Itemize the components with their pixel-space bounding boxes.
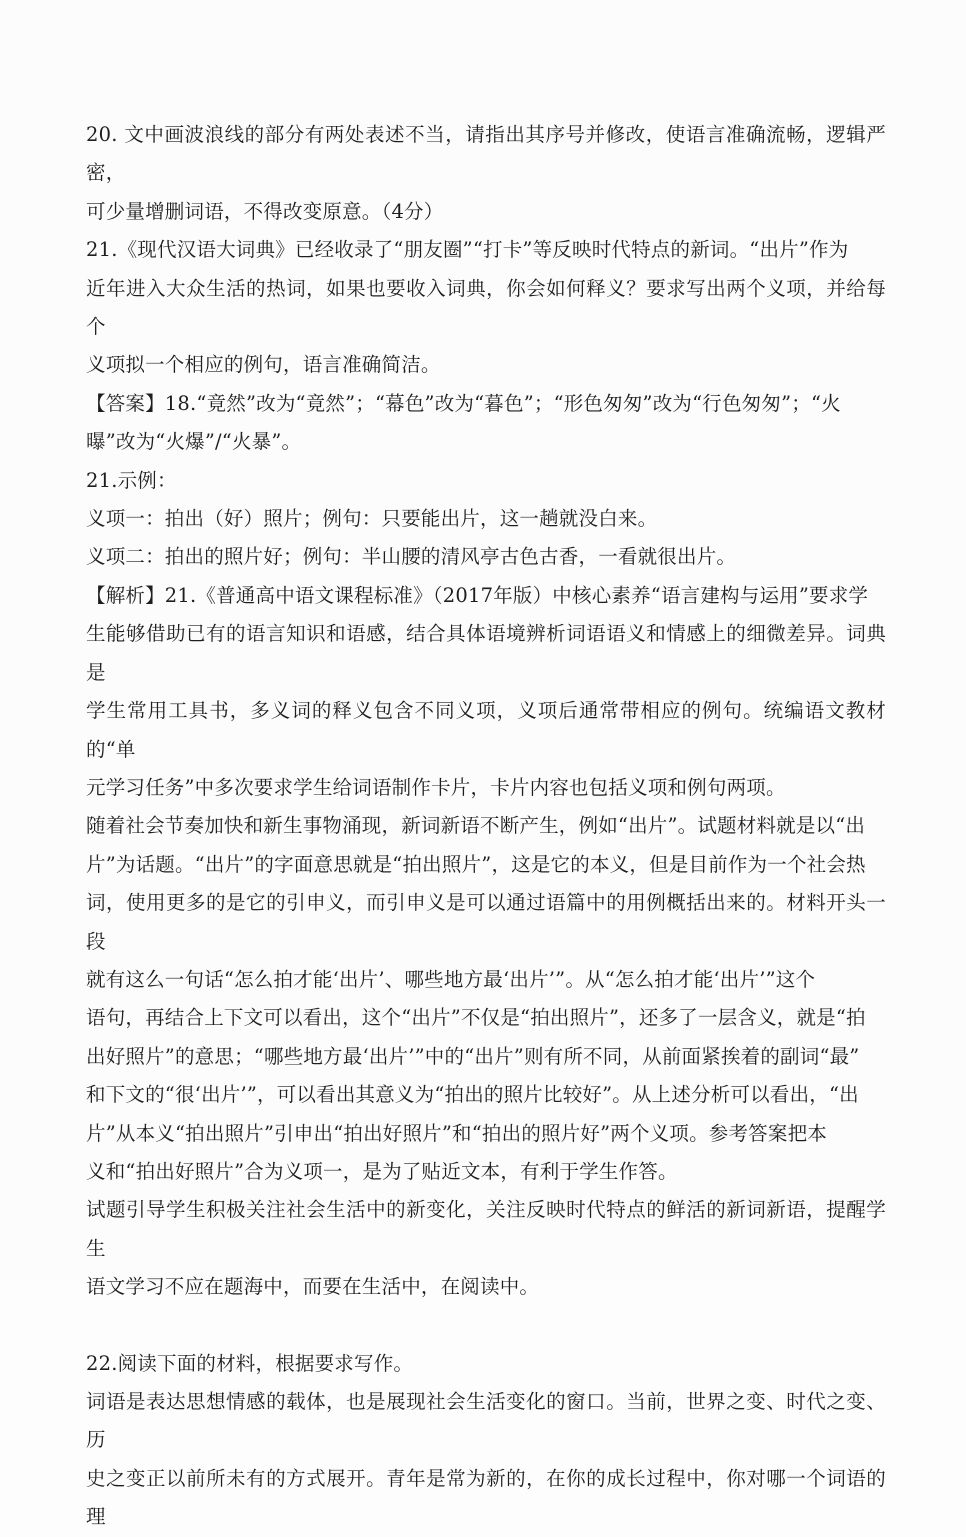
text-line: 义和“拍出好照片”合为义项一，是为了贴近文本，有利于学生作答。 — [86, 1159, 678, 1183]
text-line: 义项二：拍出的照片好；例句：半山腰的清风亭古色古香，一看就很出片。 — [86, 545, 737, 569]
answer-section — [86, 385, 886, 462]
analysis-paragraph-1 — [86, 577, 886, 807]
text-line: 语句，再结合上下文可以看出，这个“出片”不仅是“拍出照片”，还多了一层含义，就是“拍 — [86, 1006, 866, 1030]
text-line: 词语是表达思想情感的载体，也是展现社会生活变化的窗口。当前，世界之变、时代之变、历 — [86, 1390, 886, 1452]
text-line: 曝”改为“火爆”/“火暴”。 — [86, 430, 302, 454]
text-line: 史之变正以前所未有的方式展开。青年是常为新的，在你的成长过程中，你对哪一个词语的理 — [86, 1466, 886, 1529]
text-line: 元学习任务”中多次要求学生给词语制作卡片，卡片内容也包括义项和例句两项。 — [86, 775, 786, 799]
text-line: 近年进入大众生活的热词，如果也要收入词典，你会如何释义？要求写出两个义项，并给每个 — [86, 276, 886, 339]
question-22-title — [86, 1345, 886, 1383]
text-line: 【解析】21.《普通高中语文课程标准》（2017年版）中核心素养“语言建构与运用”要求学 — [86, 583, 869, 607]
text-line: 出好照片”的意思；“哪些地方最‘出片’”中的“出片”则有所不同，从前面紧挨着的副词“最” — [86, 1044, 860, 1068]
question-20 — [86, 116, 886, 231]
question-21 — [86, 231, 886, 385]
text-line: 语文学习不应在题海中，而要在生活中，在阅读中。 — [86, 1275, 540, 1299]
text-line: 生能够借助已有的语言知识和语感，结合具体语境辨析词语语义和情感上的细微差异。词典是 — [86, 622, 886, 684]
spacer — [86, 1307, 886, 1345]
document-content — [86, 116, 886, 1537]
example-title — [86, 462, 886, 500]
text-line: 21.《现代汉语大词典》已经收录了“朋友圈”“打卡”等反映时代特点的新词。“出片”作为 — [86, 238, 849, 262]
text-line: 义项拟一个相应的例句，语言准确简洁。 — [86, 353, 441, 377]
text-line: 学生常用工具书，多义词的释义包含不同义项，义项后通常带相应的例句。统编语文教材的“单 — [86, 699, 886, 761]
text-line: 20. 文中画波浪线的部分有两处表述不当，请指出其序号并修改，使语言准确流畅，逻辑严密， — [86, 123, 886, 185]
analysis-paragraph-2 — [86, 807, 886, 1191]
text-line: 【答案】18.“竟然”改为“竟然”；“幕色”改为“暮色”；“形色匆匆”改为“行色匆匆”；“火 — [86, 391, 841, 415]
text-line: 22.阅读下面的材料，根据要求写作。 — [86, 1351, 414, 1375]
text-line: 词，使用更多的是它的引申义，而引申义是可以通过语篇中的用例概括出来的。材料开头一段 — [86, 891, 886, 953]
text-line: 随着社会节奏加快和新生事物涌现，新词新语不断产生，例如“出片”。试题材料就是以“出 — [86, 814, 866, 838]
text-line: 可少量增删词语，不得改变原意。（4分） — [86, 199, 444, 223]
sense-one — [86, 500, 886, 538]
analysis-paragraph-3 — [86, 1191, 886, 1306]
text-line: 就有这么一句话“怎么拍才能‘出片’、哪些地方最‘出片’”。从“怎么拍才能‘出片’”这个 — [86, 967, 816, 991]
text-line: 和下文的“很‘出片’”，可以看出其意义为“拍出的照片比较好”。从上述分析可以看出，“出 — [86, 1083, 859, 1107]
question-22-body — [86, 1383, 886, 1537]
text-line: 21.示例： — [86, 468, 177, 492]
text-line: 义项一：拍出（好）照片；例句：只要能出片，这一趟就没白来。 — [86, 507, 658, 531]
text-line: 片”为话题。“出片”的字面意思就是“拍出照片”，这是它的本义，但是目前作为一个社会热 — [86, 852, 866, 876]
text-line: 片”从本义“拍出照片”引申出“拍出好照片”和“拍出的照片好”两个义项。参考答案把本 — [86, 1121, 827, 1145]
text-line: 试题引导学生积极关注社会生活中的新变化，关注反映时代特点的鲜活的新词新语，提醒学生 — [86, 1198, 886, 1260]
sense-two — [86, 538, 886, 576]
